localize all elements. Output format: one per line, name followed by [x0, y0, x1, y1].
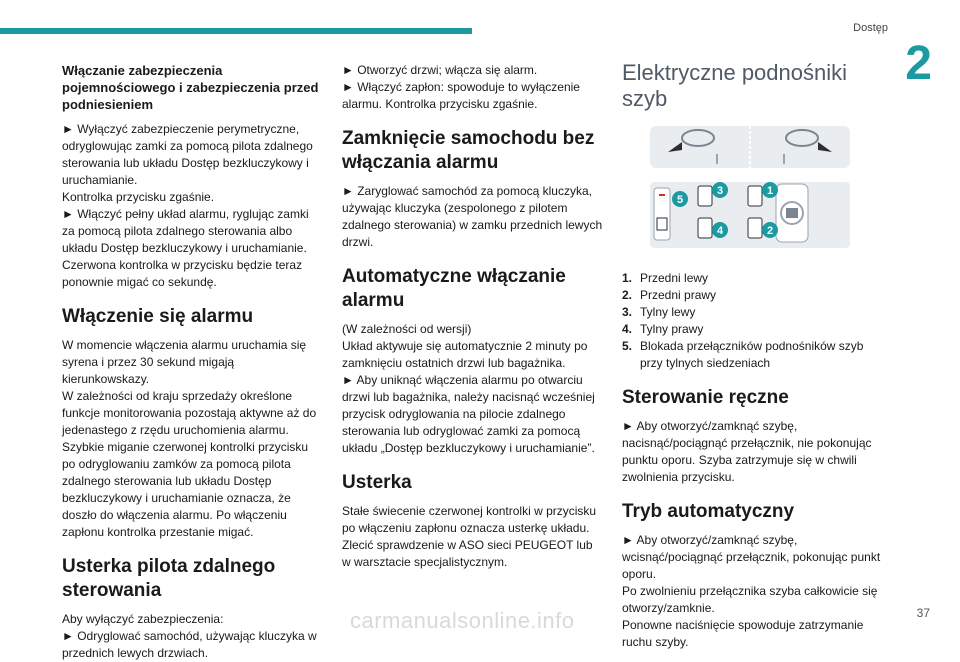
callout-3-label: 3	[716, 185, 724, 197]
list-label: Tylny lewy	[640, 305, 696, 319]
page-number: 37	[916, 606, 930, 620]
list-item	[622, 287, 884, 304]
list-label: Blokada przełączników podnośników szyb przy tylnych siedzeniach	[640, 339, 864, 370]
paragraph: ► Aby otworzyć/zamknąć szybę, nacisnąć/pociągnąć przełącznik, nie pokonując punktu oporu. Szyba zatrzymuje się w chwili zwolnienia przycisku.	[622, 419, 872, 484]
window-switches-illustration	[622, 126, 882, 256]
list-number: 5.	[622, 339, 633, 353]
paragraph: Aby wyłączyć zabezpieczenia:	[62, 612, 224, 626]
callout-1-label: 1	[766, 185, 774, 197]
paragraph: Układ aktywuje się automatycznie 2 minuty po zamknięciu ostatnich drzwi lub bagażnika.	[342, 339, 588, 370]
paragraph: ► Aby otworzyć/zamknąć szybę, wcisnąć/pociągnąć przełącznik, pokonując punkt oporu.	[622, 533, 881, 581]
list-number: 1.	[622, 271, 633, 285]
paragraph: Kontrolka przycisku zgaśnie.	[62, 190, 215, 204]
list-label: Tylny prawy	[640, 322, 704, 336]
paragraph: ► Włączyć pełny układ alarmu, ryglując zamki za pomocą pilota zdalnego sterowania albo układu Dostęp bezkluczykowy i uruchamianie.	[62, 207, 309, 255]
heading-manual: Sterowanie ręczne	[622, 387, 789, 408]
page-title: Elektryczne podnośniki szyb	[622, 60, 848, 111]
heading-lock-without-alarm: Zamknięcie samochodu bez włączania alarmu	[342, 128, 595, 173]
paragraph: Szybkie miganie czerwonej kontrolki przycisku po odryglowaniu zamków za pomocą pilota zdalnego sterowania lub układu Dostęp bezkluczykowy i uruchamianie oznacza, że doszło do włączenia alarmu. Po włączeniu zapłonu kontrolka przestanie migać.	[62, 440, 309, 539]
heading-remote-fault: Usterka pilota zdalnego sterowania	[62, 556, 276, 601]
parts-list	[622, 270, 884, 372]
paragraph: Ponowne naciśnięcie spowoduje zatrzymanie ruchu szyby.	[622, 618, 864, 649]
list-number: 4.	[622, 322, 633, 336]
callout-5-label: 5	[676, 194, 684, 206]
paragraph: ► Aby uniknąć włączenia alarmu po otwarciu drzwi lub bagażnika, należy nacisnąć wcześniej przycisk odryglowania na pilocie zdalnego sterowania lub odryglować zamki za pomocą układu „Dostęp bezkluczykowy i uruchamianie”.	[342, 373, 595, 455]
list-number: 2.	[622, 288, 633, 302]
watermark: carmanualsonline.info	[350, 608, 575, 633]
list-item	[622, 321, 884, 338]
paragraph: Czerwona kontrolka w przycisku będzie teraz ponownie migać co sekundę.	[62, 258, 303, 289]
paragraph: Po zwolnieniu przełącznika szyba całkowicie się otworzy/zamknie.	[622, 584, 878, 615]
heading-automatic: Tryb automatyczny	[622, 501, 795, 522]
paragraph: (W zależności od wersji)	[342, 322, 472, 336]
heading-alarm-trigger: Włączenie się alarmu	[62, 306, 254, 327]
list-label: Przedni prawy	[640, 288, 717, 302]
paragraph: ► Wyłączyć zabezpieczenie perymetryczne, odryglowując zamki za pomocą pilota zdalnego sterowania lub układu Dostęp bezkluczykowy i uruchamianie.	[62, 122, 313, 187]
paragraph: Stałe świecenie czerwonej kontrolki w przycisku po włączeniu zapłonu oznacza usterkę układu.	[342, 504, 597, 535]
list-item	[622, 338, 884, 372]
switch-2-icon	[748, 218, 762, 238]
chapter-number: 2	[905, 37, 932, 90]
callout-4-label: 4	[716, 225, 724, 237]
paragraph: ► Włączyć zapłon: spowoduje to wyłączenie alarmu. Kontrolka przycisku zgaśnie.	[342, 80, 580, 111]
heading-fault: Usterka	[342, 472, 412, 493]
column-right	[622, 56, 884, 651]
switch-3-icon	[698, 186, 712, 206]
paragraph: ► Odryglować samochód, używając kluczyka w przednich lewych drzwiach.	[62, 629, 317, 660]
list-number: 3.	[622, 305, 633, 319]
header-accent-bar	[0, 28, 472, 34]
heading-protection: Włączanie zabezpieczenia pojemnościowego i zabezpieczenia przed podniesieniem	[62, 63, 319, 112]
list-item	[622, 270, 884, 287]
callout-2-label: 2	[766, 225, 774, 237]
section-label: Dostęp	[853, 22, 888, 34]
paragraph: W momencie włączenia alarmu uruchamia się syrena i przez 30 sekund migają kierunkowskazy.	[62, 338, 307, 386]
paragraph: Zlecić sprawdzenie w ASO sieci PEUGEOT lub w warsztacie specjalistycznym.	[342, 538, 593, 569]
list-item	[622, 304, 884, 321]
paragraph: ► Otworzyć drzwi; włącza się alarm.	[342, 63, 538, 77]
list-label: Przedni lewy	[640, 271, 709, 285]
paragraph: ► Zaryglować samochód za pomocą kluczyka, używając kluczyka (zespolonego z pilotem zdalnego sterowania) w zamku przednich lewych drzwi.	[342, 184, 603, 249]
column-middle	[342, 62, 604, 571]
column-left	[62, 56, 320, 662]
switch-4-icon	[698, 218, 712, 238]
lock-switch-icon	[657, 218, 667, 230]
window-switches-figure	[622, 126, 882, 256]
heading-auto-alarm: Automatyczne włączanie alarmu	[342, 266, 566, 311]
paragraph: W zależności od kraju sprzedaży określone funkcje monitorowania pozostają aktywne aż do jedenastego z rzędu uruchomienia alarmu.	[62, 389, 317, 437]
switch-1-icon	[748, 186, 762, 206]
